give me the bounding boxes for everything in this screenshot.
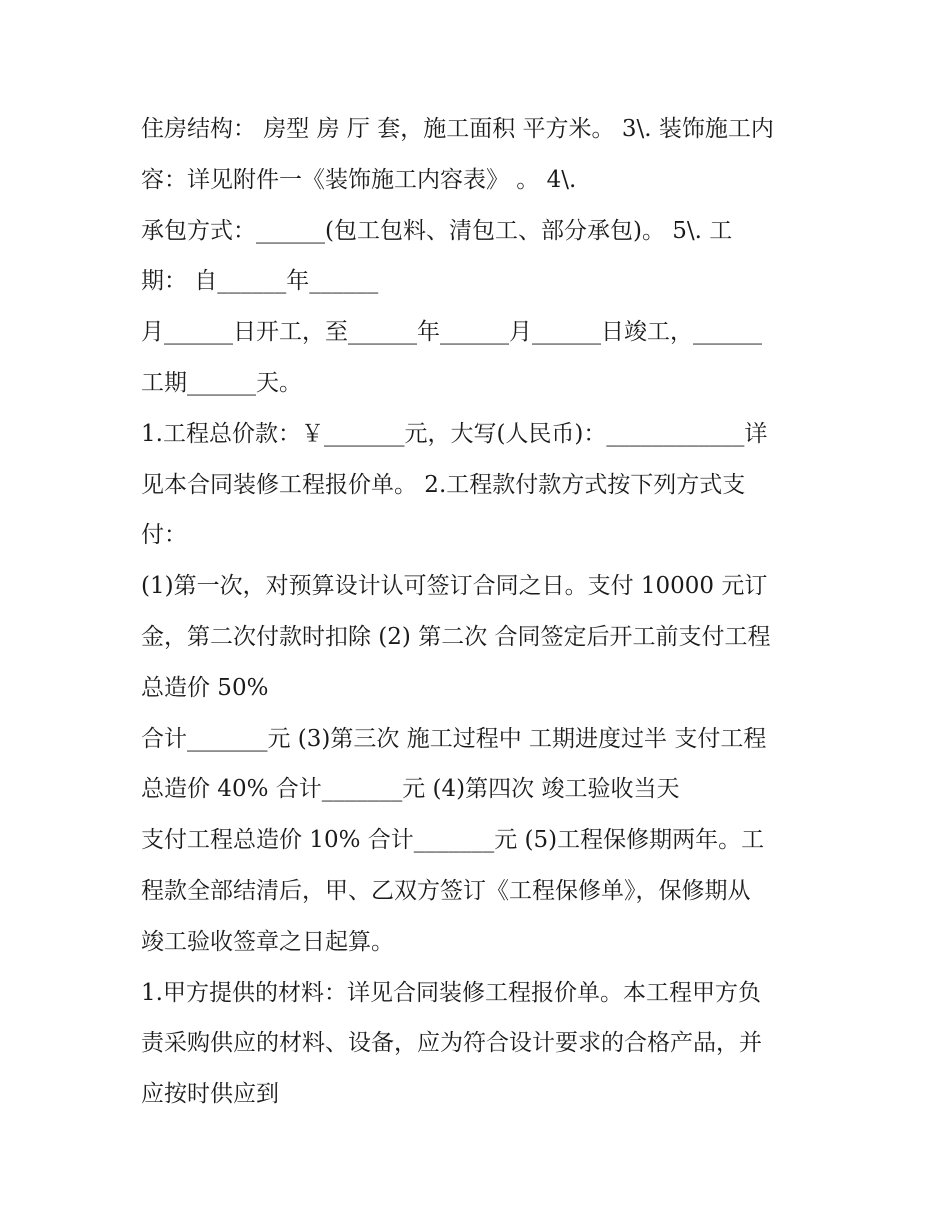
text-line-11: 金，第二次付款时扣除 (2) 第二次 合同签定后开工前支付工程 bbox=[141, 623, 771, 650]
text-line-14: 总造价 40% 合计_______元 (4)第四次 竣工验收当天 bbox=[141, 776, 680, 803]
text-line-13: 合计_______元 (3)第三次 施工过程中 工期进度过半 支付工程 bbox=[141, 725, 767, 752]
text-line-6: 工期______天。 bbox=[141, 369, 302, 396]
text-line-9: 付： bbox=[141, 522, 187, 549]
text-line-15: 支付工程总造价 10% 合计_______元 (5)工程保修期两年。工 bbox=[141, 827, 765, 854]
text-line-18: 1.甲方提供的材料：详见合同装修工程报价单。本工程甲方负 bbox=[141, 979, 761, 1006]
text-line-4: 期： 自______年______ bbox=[141, 268, 379, 295]
text-line-3: 承包方式：______(包工包料、清包工、部分承包)。 5\. 工 bbox=[141, 217, 733, 244]
text-line-20: 应按时供应到 bbox=[141, 1081, 279, 1108]
text-line-7: 1.工程总价款：￥_______元，大写(人民币)：____________详 bbox=[141, 420, 768, 447]
text-line-19: 责采购供应的材料、设备，应为符合设计要求的合格产品，并 bbox=[141, 1030, 762, 1057]
text-line-12: 总造价 50% bbox=[141, 674, 269, 701]
text-line-8: 见本合同装修工程报价单。 2.工程款付款方式按下列方式支 bbox=[141, 471, 746, 498]
text-line-5: 月______日开工，至______年______月______日竣工，______ bbox=[141, 319, 762, 346]
text-line-2: 容：详见附件一《装饰施工内容表》 。 4\. bbox=[141, 166, 577, 193]
text-line-17: 竣工验收签章之日起算。 bbox=[141, 928, 394, 955]
text-line-1: 住房结构： 房型 房 厅 套，施工面积 平方米。 3\. 装饰施工内 bbox=[141, 116, 774, 142]
contract-text bbox=[141, 104, 821, 1120]
text-line-10: (1)第一次，对预算设计认可签订合同之日。支付 10000 元订 bbox=[141, 573, 768, 600]
text-line-16: 程款全部结清后，甲、乙双方签订《工程保修单》，保修期从 bbox=[141, 877, 751, 904]
